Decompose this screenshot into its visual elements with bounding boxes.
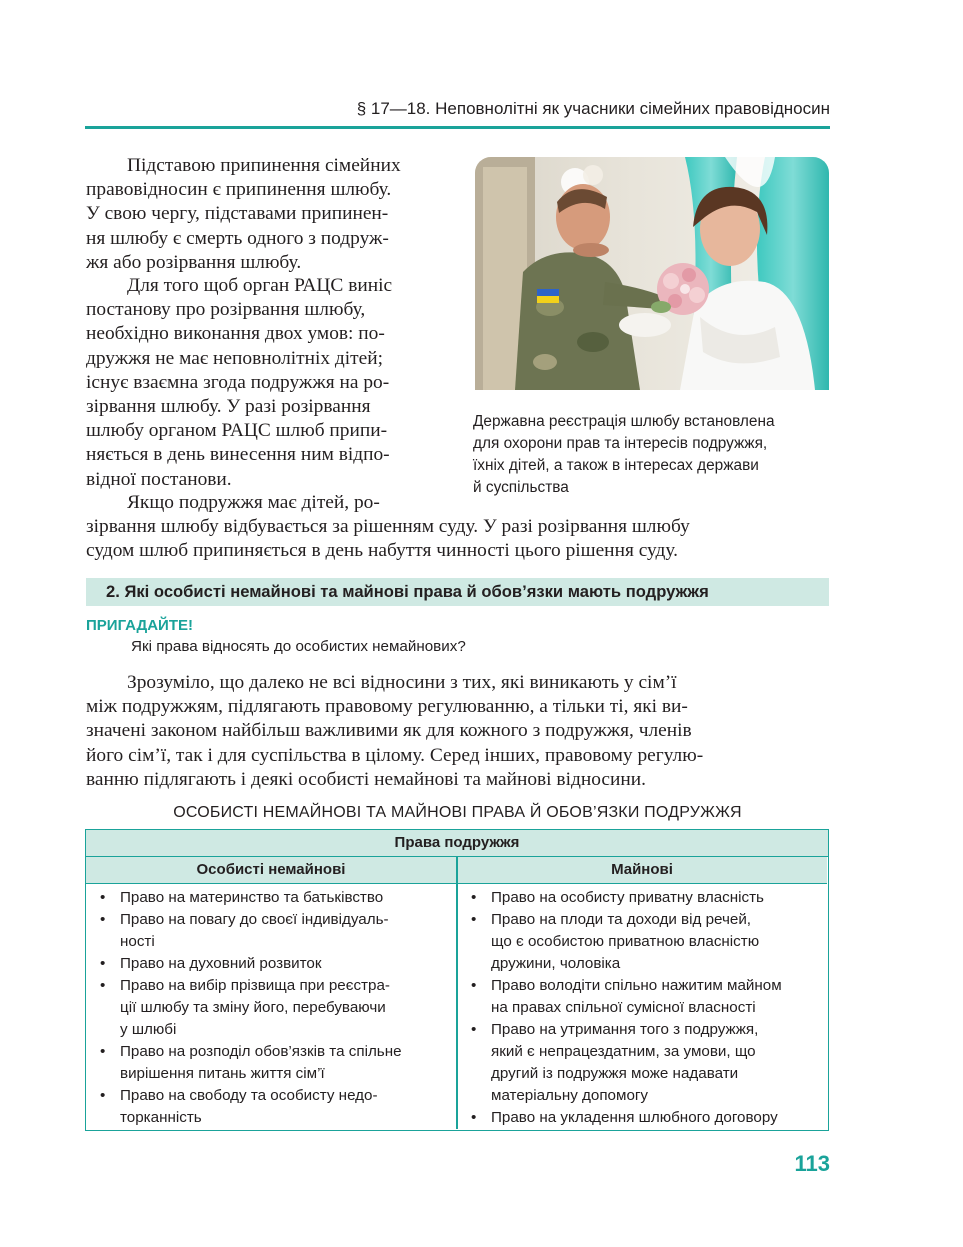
list-item	[86, 909, 448, 953]
item-line: • Право на плоди та доходи від речей,	[491, 911, 752, 928]
text-line: відної постанови.	[86, 468, 232, 490]
text-line: правовідносин є припинення шлюбу.	[86, 179, 392, 201]
item-line: матеріальну допомогу	[491, 1087, 649, 1104]
item-line: • Право на утримання того з подружжя,	[491, 1021, 759, 1038]
list-item	[457, 1019, 829, 1107]
text-line: зірвання шлюбу. У разі розірвання	[86, 396, 371, 418]
list-item	[457, 975, 829, 1019]
photo-caption	[473, 411, 833, 499]
text-line: зірвання шлюбу відбувається за рішенням суду. У разі розірвання шлюбу	[86, 516, 690, 537]
remember-label: ПРИГАДАЙТЕ!	[86, 617, 193, 634]
list-item	[86, 1041, 448, 1085]
list-item	[457, 909, 829, 975]
list-item	[86, 975, 448, 1041]
item-line: • Право на повагу до своєї індивідуаль-	[120, 911, 389, 928]
list-item	[457, 1107, 829, 1129]
text-line: необхідно виконання двох умов: по-	[86, 323, 385, 345]
item-line: • Право володіти спільно нажитим майном	[491, 977, 782, 994]
item-line: що є особистою приватною власністю	[491, 933, 760, 950]
item-line: дружини, чоловіка	[491, 955, 621, 972]
caption-line: й суспільства	[473, 479, 569, 496]
caption-line: Державна реєстрація шлюбу встановлена	[473, 413, 775, 430]
running-head: § 17—18. Неповнолітні як учасники сімейних правовідносин	[356, 99, 830, 118]
item-line: на правах спільної сумісної власності	[491, 999, 756, 1016]
text-line: між подружжям, підлягають правовому регулюванню, а тільки ті, які ви-	[86, 696, 688, 718]
text-line: його сім’ї, так і для суспільства в цілому. Серед інших, правовому регулю-	[86, 744, 704, 766]
personal-rights-list	[86, 887, 448, 1129]
text-line: існує взаємна згода подружжя на ро-	[86, 371, 390, 393]
table-title: ОСОБИСТІ НЕМАЙНОВІ ТА МАЙНОВІ ПРАВА Й ОБОВ’ЯЗКИ ПОДРУЖЖЯ	[173, 804, 742, 821]
list-item	[86, 887, 448, 909]
caption-line: для охорони прав та інтересів подружжя,	[473, 435, 768, 452]
paragraph-court-start	[86, 491, 438, 515]
paragraph-main	[86, 671, 829, 792]
remember-question: Які права відносять до особистих немайнових?	[131, 638, 466, 655]
section-heading-bar	[86, 578, 829, 606]
text-line: У свою чергу, підставами припинен-	[86, 203, 389, 225]
wedding-photo-illustration	[475, 157, 829, 390]
item-line: вирішення питань життя сім’ї	[120, 1065, 325, 1082]
text-line: ня шлюбу є смерть одного з подруж-	[86, 227, 389, 249]
text-line: Підставою припинення сімейних	[127, 155, 401, 176]
text-line: ванню підлягають і деякі особисті немайнові та майнові відносини.	[86, 768, 646, 790]
text-line: дружжя не має неповнолітніх дітей;	[86, 347, 384, 369]
text-line: Якщо подружжя має дітей, ро-	[127, 492, 380, 513]
item-line: другий із подружжя може надавати	[491, 1065, 739, 1082]
rights-table	[85, 829, 829, 1131]
column-header-property: Майнові	[457, 857, 827, 884]
text-line: жя або розірвання шлюбу.	[86, 251, 302, 273]
text-line: Для того щоб орган РАЦС виніс	[127, 275, 393, 296]
table-header: Права подружжя	[86, 830, 828, 857]
page-number: 113	[794, 1151, 830, 1176]
text-line: значені законом найбільш важливими як для кожного з подружжя, членів	[86, 720, 692, 742]
item-line: Право на укладення шлюбного договору	[491, 1109, 778, 1126]
text-line: судом шлюб припиняється в день набуття чинності цього рішення суду.	[86, 540, 678, 562]
item-line: ції шлюбу та зміну його, перебуваючи	[120, 999, 386, 1016]
item-line: який є непрацездатним, за умови, що	[491, 1043, 756, 1060]
item-line: Право на материнство та батьківство	[120, 889, 384, 906]
wedding-photo	[475, 157, 829, 390]
item-line: у шлюбі	[120, 1021, 177, 1038]
item-line: торканність	[120, 1109, 202, 1126]
property-rights-list	[457, 887, 829, 1129]
text-line: постанову про розірвання шлюбу,	[86, 299, 366, 321]
text-line: Зрозуміло, що далеко не всі відносини з тих, які виникають у сім’ї	[127, 672, 677, 693]
header-rule	[85, 126, 830, 129]
caption-line: їхніх дітей, а також в інтересах держави	[473, 457, 759, 474]
list-item	[86, 1085, 448, 1129]
item-line: Право на особисту приватну власність	[491, 889, 764, 906]
item-line: • Право на свободу та особисту недо-	[120, 1087, 378, 1104]
list-item	[86, 953, 448, 975]
paragraph-divorce-rags	[86, 274, 438, 492]
item-line: ності	[120, 933, 155, 950]
list-item	[457, 887, 829, 909]
section-heading: 2. Які особисті немайнові та майнові права й обов’язки мають подружжя	[106, 582, 709, 601]
column-header-personal: Особисті немайнові	[86, 857, 457, 884]
item-line: • Право на розподіл обов’язків та спільне	[120, 1043, 402, 1060]
text-line: няється в день винесення ним відпо-	[86, 444, 390, 466]
item-line: Право на духовний розвиток	[120, 955, 322, 972]
text-line: шлюбу органом РАЦС шлюб припи-	[86, 420, 388, 442]
paragraph-court-rest	[86, 515, 829, 563]
paragraph-termination	[86, 154, 438, 275]
item-line: • Право на вибір прізвища при реєстра-	[120, 977, 390, 994]
